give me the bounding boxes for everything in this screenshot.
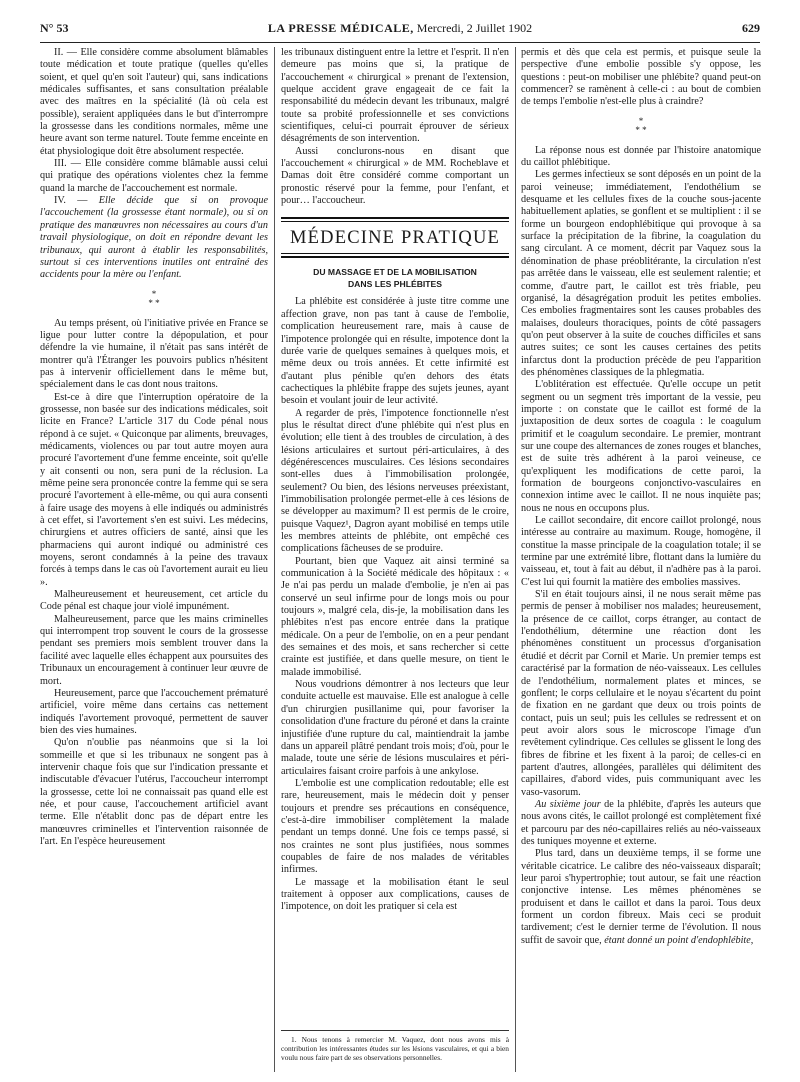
paragraph-rest: de la phlébite, d'après les auteurs que nous avons cités, le caillot prolongé est complètement fixé et parcouru par des néo-capillaires reliés au néo-vaisseaux des tuniques moyenne et externe.: [521, 798, 761, 847]
paragraph: [521, 799, 761, 848]
paragraph: Les germes infectieux se sont déposés en un point de la paroi veineuse; immédiatement, l'endothélium se desquame et les cellules fixes de la couche sous-jacente habituellement aplaties, se gonflent et se multiplient : il se forme un bourgeon endophlébitique qui provoque à sa surface la précipitation de la fibrine, la coagulation du sang circulant. A ce moment, décrit par Vaquez sous la dénomination de phase préoblitérante, la circulation n'est pas arrêtée dans le vaisseau, elle est seulement ralentie; et comme, d'autre part, le caillot est très friable, peu organisé, la désagrégation produit les petites embolies. Ces embolies fragmentaires sont les causes probables des malaises, douleurs thoraciques, points de côté passagers qu'on peut observer à la suite de couches difficiles et sans autres suites; ce sont les causes certaines des petits infarctus dont la production précède de peu l'apparition des phénomènes classiques de la phlegmatia.: [521, 169, 761, 378]
asterisk: *: [151, 288, 157, 299]
section-header-box: [281, 217, 509, 258]
paragraph-text: Plus tard, dans un deuxième temps, il se forme une véritable cicatrice. Le calibre des néo-vaisseaux disparaît; leur paroi s'hypertrophie; tout autour, se fait une réaction conjonctive intense. Les mêmes phénomènes se produisent et dans le caillot et dans la paroi. Tous deux forment un cordon fibreux. Mais ceci se produit tardivement; c'est le dernier terme de l'évolution. Il nous suffit de savoir que,: [521, 848, 761, 946]
paragraph: Au temps présent, où l'initiative privée en France se ligue pour lutter contre la dépopulation, et pour défendre la vie humaine, il n'était pas sans intérêt de montrer qu'à l'Étranger les pouvoirs publics n'hésitent pas à intervenir officiellement dans le même but, spécialement dans le cas dont nous traitons.: [40, 317, 268, 391]
journal-name: LA PRESSE MÉDICALE,: [267, 21, 414, 35]
article-title-line-2: DANS LES PHLÉBITES: [347, 279, 443, 290]
paragraph-italic: Au sixième jour: [535, 798, 601, 810]
paragraph: Est-ce à dire que l'interruption opératoire de la grossesse, non basée sur des indications médicales, soit licite en France? L'article 317 du Code pénal nous répond à ce sujet. « Quiconque par aliments, breuvages, médicaments, violences ou par tout autre moyen aura procuré l'avortement d'une femme enceinte, soit qu'elle y ait consenti ou non, sera puni de la réclusion. La même peine sera prononcée contre la femme qui se sera procuré l'avortement à elle-même, ou qui aura consenti à faire usage des moyens à elle indiqués ou administrés à cet effet, si l'avortement s'en est suivi. Les médecins, chirurgiens et autres officiers de santé, ainsi que les pharmaciens qui auront indiqué ou administré ces moyens, seront condamnés à la peine des travaux forcés à temps dans le cas où l'avortement aurait eu lieu ».: [40, 391, 268, 588]
asterisks: * *: [148, 297, 160, 308]
paragraph: L'embolie est une complication redoutable; elle est rare, heureusement, mais le médecin doit y penser toujours et prendre ses précautions en conséquence, c'est-à-dire immobiliser complètement la malade pendant un temps donné. Une fois ce temps passé, si nos craintes ne sont plus justifiées, nous sommes coupables de faire de nos malades de véritables infirmes.: [281, 777, 509, 876]
paragraph-italic: Elle décide que si on provoque l'accouchement (la grossesse étant normale), ou si on pratique des manœuvres non nécessaires au cours d'un travail physiologique, on doit en répondre devant les tribunaux, qui auront à établir les responsabilités, surtout si ces interventions inutiles ont entraîné des accidents pour la mère ou l'enfant.: [40, 195, 269, 281]
section-separator: [521, 117, 761, 135]
paragraph-italic: étant donné un point d'endophlébite,: [601, 934, 754, 946]
column-divider: [515, 47, 516, 1072]
paragraph: La réponse nous est donnée par l'histoire anatomique du caillot phlébitique.: [521, 144, 761, 169]
page-header: [40, 21, 760, 39]
footnote: [281, 1030, 509, 1062]
paragraph: [521, 848, 761, 947]
paragraph: La phlébite est considérée à juste titre comme une affection grave, non pas tant à cause de l'embolie, complication heureusement rare, mais à cause de l'impotence prolongée qui en résulte, impotence dont la durée varie de quelques semaines à quelques mois, et même deux ou trois années. Et cette infirmité est d'autant plus pénible qu'en dehors des états cachectiques la phlébite frappe des sujets jeunes, ayant besoin et voulant jouir de leur activité.: [281, 296, 509, 407]
paragraph: Nous voudrions démontrer à nos lecteurs que leur conduite actuelle est mauvaise. Elle est analogue à celle d'un chirurgien pusillanime qui, pour favoriser la consolidation d'une fracture du péroné et dans la crainte injustifiée d'une rupture du cal, maintiendrait la jambe dans un appareil plâtré pendant trois mois; d'où, pour le malade, toute une série de lésions musculaires et péri-articulaires faisant croire parfois à une ankylose.: [281, 679, 509, 777]
paragraph: [40, 195, 268, 281]
paragraph: II. — Elle considère comme absolument blâmables toute médication et toute pratique (quelles qu'elles soient, et quel qu'en soit l'auteur) qui, sans indications médicales suffisantes, et sans consultation préalable avec des maîtres en la spécialité (là où cela est possible), seraient appliquées dans le but d'interrompre la grossesse dans les conditions normales, même une heure avant son terme naturel. Toute femme enceinte en état physiologique doit être absolument respectée.: [40, 47, 268, 157]
paragraph: les tribunaux distinguent entre la lettre et l'esprit. Il n'en demeure pas moins que si, la pratique de l'accouchement « chirurgical » prenant de l'extension, quelque accident grave engageait de ce fait la responsabilité du médecin devant les tribunaux, malgré toute sa probité professionnelle et ses convictions scientifiques, celui-ci pourrait éprouver de sérieux désagréments de son intervention.: [281, 47, 509, 145]
issue-date: Mercredi, 2 Juillet 1902: [413, 21, 533, 35]
paragraph: Pourtant, bien que Vaquez ait ainsi terminé sa communication à la Société médicale des hôpitaux : « Je n'ai pas perdu un malade d'embolie, je n'en ai pas conservé un seul infirme pour de longs mois ou pour toujours », malgré cela, dis-je, la mobilisation dans les phlébites n'est pas encore entrée dans la pratique médicale. On a peur de l'embolie, on en a peur pendant des semaines et des mois, et sans rechercher si cette crainte est justifiée, et dans quelle mesure, on tient le malade immobilisé.: [281, 555, 509, 678]
column-divider: [274, 47, 275, 1072]
paragraph: Aussi conclurons-nous en disant que l'accouchement « chirurgical » de MM. Rocheblave et Damas doit être considéré comme comportant un pronostic réservé pour la femme, pour l'enfant, et pour… l'accoucheur.: [281, 145, 509, 207]
paragraph-lead: IV. —: [54, 195, 99, 207]
column-2: [281, 47, 509, 914]
header-rule: [40, 42, 760, 43]
section-title: MÉDECINE PRATIQUE: [289, 228, 501, 249]
paragraph: S'il en était toujours ainsi, il ne nous serait même pas permis de penser à mobiliser nos malades; heureusement, la présence de ce caillot, corps étranger, au contact de l'endothélium, détermine une réaction dont les phénomènes constituent un processus d'organisation étudié et décrit par Cornil et Marie. Un premier temps est caractérisé par la formation de néo-vaisseaux. Les cellules de l'endothélium, normalement plates et minces, se gonflent; le corps cellulaire et le noyau s'écartent du point de fixation en ne gardant que deux ou trois points de contact, puis un seul; puis les cellules se redressent et on peut avoir alors sous le microscope l'image d'un revêtement cylindrique. Ces cellules se glissent le long des fibres de fibrine et les fixent à la paroi; de celles-ci en partent d'autres, allongées, parallèles qui délimitent des capillaires, d'abord vides, puis communiquant avec les vaso-vasorum.: [521, 589, 761, 798]
paragraph: Qu'on n'oublie pas néanmoins que si la loi sommeille et que si les tribunaux ne songent pas à intervenir chaque fois que sur l'indication pressante et indiscutable d'évacuer l'utérus, l'accoucheur interrompt la grossesse, cette loi ne connaissait pas quand elle est née, et pour cause, l'accouchement artificiel avant terme. Elle n'établit donc pas de départ entre les manœuvres criminelles et l'intervention raisonnée de l'art. En l'espèce heureusement: [40, 737, 268, 847]
paragraph: Malheureusement et heureusement, cet article du Code pénal est chaque jour violé impunément.: [40, 589, 268, 613]
paragraph: L'oblitération est effectuée. Qu'elle occupe un petit segment ou un segment très important de la vessie, peu importe : on constate que le caillot est formé de la juxtaposition de deux sortes de coagula : le coagulum primitif et le coagulum secondaire. Le premier, montrant sur une coupe des alternances de zones rouges et blanches, est de suite très adhérent à la paroi veineuse, ce qu'expliquent les modifications de cette paroi, la formation de bourgeons conjonctivo-vasculaires en connexion intime avec le caillot. Il ne nous inquiète pas; nous ne nous en occupons plus.: [521, 379, 761, 514]
paragraph: Le massage et la mobilisation étant le seul traitement à opposer aux complications, causes de l'impotence, on doit les pratiquer si cela est: [281, 876, 509, 913]
paragraph: Malheureusement, parce que les mains criminelles qui interrompent trop souvent le cours de la grossesse pendant ses premiers mois semblent trouver dans la facilité avec laquelle elles échappent aux poursuites des Tribunaux un encouragement à continuer leur œuvre de mort.: [40, 613, 268, 687]
journal-title: [40, 21, 760, 36]
issue-number: N° 53: [40, 21, 69, 35]
column-3: [521, 47, 761, 947]
paragraph: Heureusement, parce que l'accouchement prématuré artificiel, voire même dans certains cas nettement indiqués l'avortement provoqué, permettent de sauver bien des vies humaines.: [40, 687, 268, 736]
paragraph: A regarder de près, l'impotence fonctionnelle n'est plus le résultat direct d'une phlébite qui n'est plus en évolution; elle tient à des troubles de circulation, à des lésions articulaires et surtout péri-articulaires, à des dégénérescences musculaires. Ces lésions secondaires sont-elles dues à l'immobilisation prolongée, seulement? Ou bien, des lésions nerveuses préexistant, l'immobilisation prolongée permet-elle à ces lésions de se développer au maximum? Il est permis de le croire, puisque Vaquez¹, Dagron ayant mobilisé en temps utile les membres atteints de phlébite, ont empêché ces complications fâcheuses de se produire.: [281, 407, 509, 555]
article-title: [281, 266, 509, 290]
paragraph: III. — Elle considère comme blâmable aussi celui qui pratique des opérations violentes chez la femme quand la marche de l'accouchement est normale.: [40, 158, 268, 194]
page-number: 629: [742, 21, 760, 35]
footnote-text: 1. Nous tenons à remercier M. Vaquez, dont nous avons mis à contribution les intéressantes études sur les lésions vasculaires, et qui a bien voulu nous faire part de ses observations personnelles.: [281, 1035, 509, 1062]
asterisks: * *: [635, 124, 647, 135]
article-title-line-1: DU MASSAGE ET DE LA MOBILISATION: [313, 267, 477, 278]
paragraph: Le caillot secondaire, dit encore caillot prolongé, nous intéresse au contraire au maximum. Rouge, homogène, il constitue la masse principale de la coagulation totale; il se termine par une extrémité libre, flottant dans la lumière du vaisseau, et, tout à fait au début, il n'adhère pas à la paroi. C'est lui qui fournit la matière des embolies massives.: [521, 515, 761, 588]
asterisk: *: [638, 115, 644, 126]
paragraph: permis et dès que cela est permis, et puisque seule la perspective d'une embolie possible s'y oppose, les questions : peut-on mobiliser une phlébite? quand peut-on commencer? se ramènent à celle-ci : au bout de combien de temps l'embolie n'est-elle plus à craindre?: [521, 47, 761, 108]
column-1: [40, 47, 268, 848]
section-separator: [40, 290, 268, 308]
